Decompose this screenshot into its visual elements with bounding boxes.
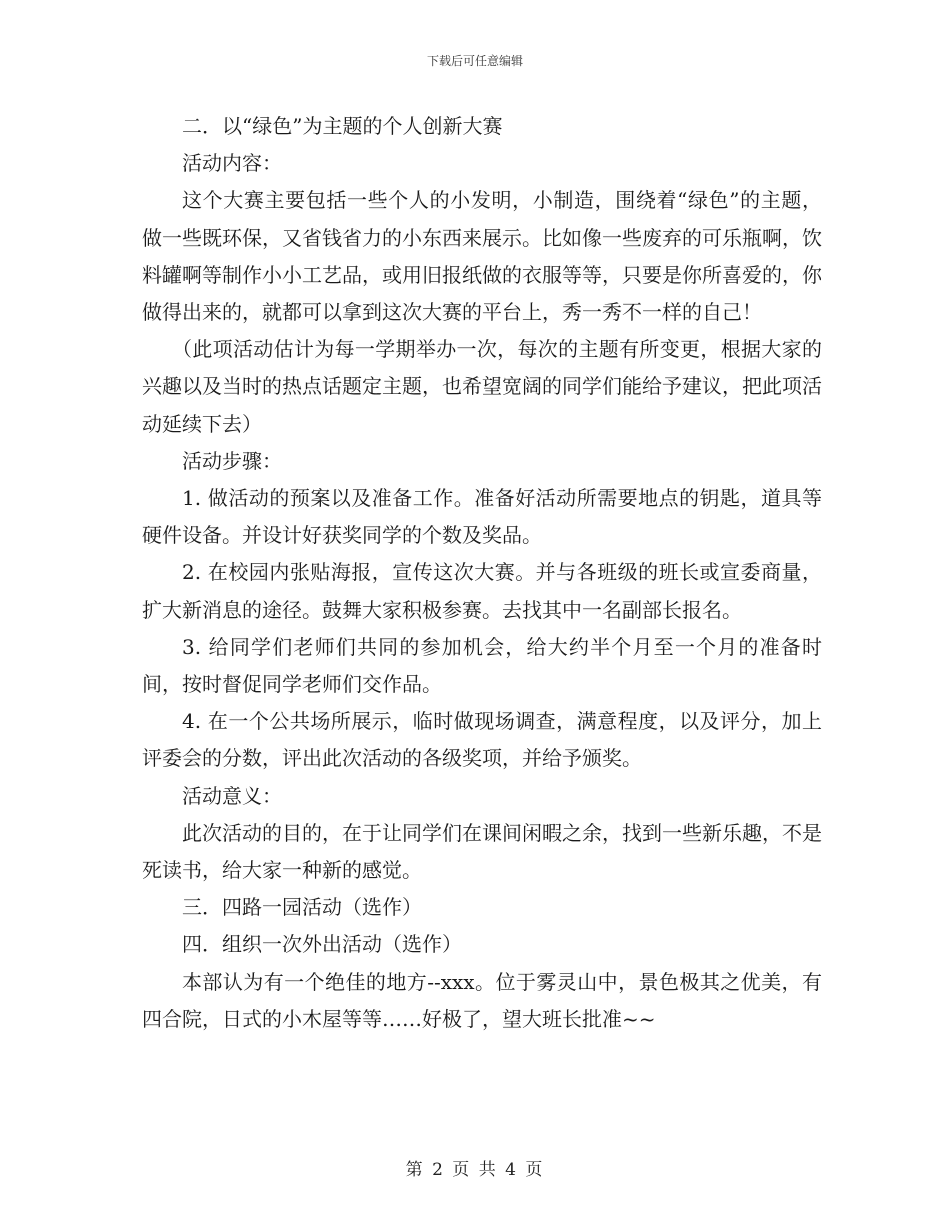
content-paragraph: 这个大赛主要包括一些个人的小发明，小制造，围绕着“绿色”的主题，做一些既环保，又省钱省力的小东西来展示。比如像一些废弃的可乐瓶啊，饮料罐啊等制作小小工艺品，或用旧报纸做的衣服等等，只要是你所喜爱的，你做得出来的，就都可以拿到这次大赛的平台上，秀一秀不一样的自己！ (142, 188, 822, 325)
section4-paragraph: 本部认为有一个绝佳的地方--xxx。位于雾灵山中，景色极其之优美，有四合院，日式的小木屋等等……好极了，望大班长批准~~ (142, 969, 822, 1031)
document-body (142, 108, 822, 1038)
step-item-4: 4. 在一个公共场所展示，临时做现场调查，满意程度，以及评分，加上评委会的分数，评出此次活动的各级奖项，并给予颁奖。 (142, 709, 822, 771)
page-number-footer: 第 2 页 共 4 页 (405, 1160, 545, 1180)
meaning-paragraph: 此次活动的目的，在于让同学们在课间闲暇之余，找到一些新乐趣，不是死读书，给大家一种新的感觉。 (142, 820, 822, 883)
section2-title: 二．以“绿色”为主题的个人创新大赛 (182, 114, 503, 138)
section4-title: 四．组织一次外出活动（选作） (182, 932, 462, 957)
step-item-3: 3. 给同学们老师们共同的参加机会，给大约半个月至一个月的准备时间，按时督促同学老师们交作品。 (142, 634, 822, 697)
step-item-2: 2. 在校园内张贴海报，宣传这次大赛。并与各班级的班长或宣委商量，扩大新消息的途径。鼓舞大家积极参赛。去找其中一名副部长报名。 (142, 560, 822, 622)
step-item-1: 1. 做活动的预案以及准备工作。准备好活动所需要地点的钥匙，道具等硬件设备。并设计好获奖同学的个数及奖品。 (142, 486, 822, 548)
section3-title: 三．四路一园活动（选作） (182, 895, 422, 920)
content-heading: 活动内容： (182, 151, 282, 176)
page-header-note: 下载后可任意编辑 (426, 54, 523, 68)
meaning-heading: 活动意义： (182, 783, 282, 808)
steps-heading: 活动步骤： (182, 448, 282, 473)
note-paragraph: （此项活动估计为每一学期举办一次，每次的主题有所变更，根据大家的兴趣以及当时的热点话题定主题，也希望宽阔的同学们能给予建议，把此项活动延续下去） (142, 337, 822, 436)
